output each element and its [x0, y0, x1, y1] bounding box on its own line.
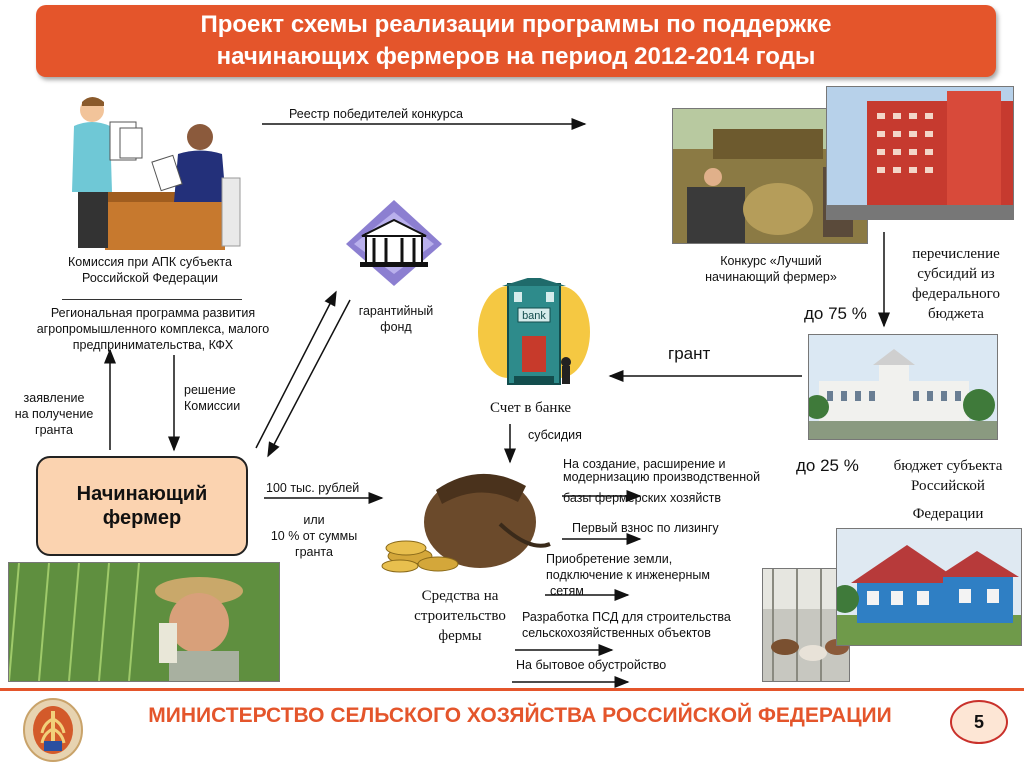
footer-divider: [0, 688, 1024, 691]
guarantee-fund-line-1: гарантийный: [358, 304, 434, 318]
program-label: [8, 305, 298, 353]
commission-line-2: Российской Федерации: [82, 271, 218, 285]
federal-share-75: до 75 %: [804, 304, 867, 323]
amount-label-2: [256, 512, 372, 560]
guarantee-fund-line-2: фонд: [380, 320, 412, 334]
funds-line-3: фермы: [438, 628, 482, 644]
application-line-1: заявление: [23, 391, 85, 405]
program-line-3: предпринимательства, КФХ: [72, 338, 234, 352]
use-1-line-1: На создание, расширение и: [563, 457, 726, 471]
guarantee-fund-icon: [344, 198, 444, 288]
use-1-line-2: модернизацию производственной: [563, 470, 761, 484]
money-bag-icon: [380, 460, 560, 580]
application-label: [6, 390, 102, 438]
registry-label: Реестр победителей конкурса: [289, 107, 463, 121]
funds-line-1: Средства на: [421, 588, 499, 604]
program-line-2: агропромышленного комплекса, малого: [36, 322, 270, 336]
contest-line-2: начинающий фермер»: [705, 270, 837, 284]
federal-building-photo: [826, 86, 1014, 220]
federal-line-1: перечисление: [912, 246, 1000, 262]
funds-line-2: строительство: [414, 608, 506, 624]
application-line-3: гранта: [35, 423, 73, 437]
subsidy-label: субсидия: [528, 428, 582, 442]
title-line-2: начинающих фермеров на период 2012-2014 годы: [216, 43, 816, 70]
decision-label: [184, 382, 240, 414]
amount-line-4: гранта: [295, 545, 333, 559]
federal-line-4: бюджета: [928, 306, 984, 322]
page-number: 5: [973, 711, 984, 732]
commission-label: [30, 254, 270, 286]
decision-line-2: Комиссии: [184, 399, 241, 413]
farmer-line-1: Начинающий: [76, 483, 208, 505]
use-1-line-3: базы фермерских хозяйств: [563, 491, 722, 505]
regional-budget-line-2: Российской: [911, 478, 985, 494]
ministry-emblem-icon: [22, 697, 84, 763]
beginning-farmer-box: [36, 456, 248, 556]
farmer-line-2: фермер: [102, 507, 182, 529]
use-4-line-1: Разработка ПСД для строительства: [522, 610, 731, 624]
bank-account-label: Счет в банке: [490, 400, 572, 416]
use-3-line-3: сетям: [550, 584, 584, 598]
amount-line-3: 10 % от суммы: [270, 529, 358, 543]
use-item-3: [546, 551, 710, 599]
commission-illustration: [70, 92, 242, 252]
country-house-image: [837, 529, 1021, 645]
federal-transfer-label: [892, 244, 1020, 324]
divider-line: [62, 299, 242, 300]
application-line-2: на получение: [14, 407, 94, 421]
farmer-photo: [8, 562, 280, 682]
regional-share-25: до 25 %: [796, 456, 859, 475]
guarantee-fund-label: [346, 303, 446, 335]
use-3-line-2: подключение к инженерным: [546, 568, 710, 582]
admin-building-image: [809, 335, 997, 439]
use-item-4: [522, 609, 731, 641]
program-line-1: Региональная программа развития: [50, 306, 256, 320]
bank-icon: [478, 278, 590, 390]
use-item-1: [563, 458, 760, 505]
title-line-1: Проект схемы реализации программы по поддержке: [200, 11, 832, 38]
commission-line-1: Комиссия при АПК субъекта: [68, 255, 232, 269]
use-item-2: Первый взнос по лизингу: [572, 521, 719, 535]
amount-label-1: 100 тыс. рублей: [266, 481, 360, 495]
use-item-5: На бытовое обустройство: [516, 658, 667, 672]
use-4-line-2: сельскохозяйственных объектов: [522, 626, 711, 640]
federal-line-2: субсидий из: [917, 266, 995, 282]
contest-line-1: Конкурс «Лучший: [720, 254, 822, 268]
amount-line-2: или: [303, 513, 325, 527]
use-3-line-1: Приобретение земли,: [546, 552, 673, 566]
page-number-badge: [950, 700, 1008, 744]
decision-line-1: решение: [184, 383, 236, 397]
funds-label: [398, 586, 522, 646]
red-building-image: [827, 87, 1013, 219]
federal-line-3: федерального: [912, 286, 1000, 302]
farmer-field-image: [9, 563, 279, 681]
regional-admin-photo: [808, 334, 998, 440]
grant-label: грант: [668, 344, 711, 363]
house-photo: [836, 528, 1022, 646]
ministry-name: МИНИСТЕРСТВО СЕЛЬСКОГО ХОЗЯЙСТВА РОССИЙСКОЙ ФЕДЕРАЦИИ: [148, 704, 892, 727]
bank-sign: bank: [522, 310, 546, 322]
contest-label: [676, 253, 866, 285]
regional-budget-line-1: бюджет субъекта: [893, 458, 1003, 474]
regional-budget-label: [876, 456, 1020, 524]
regional-budget-line-3: Федерации: [912, 506, 984, 522]
